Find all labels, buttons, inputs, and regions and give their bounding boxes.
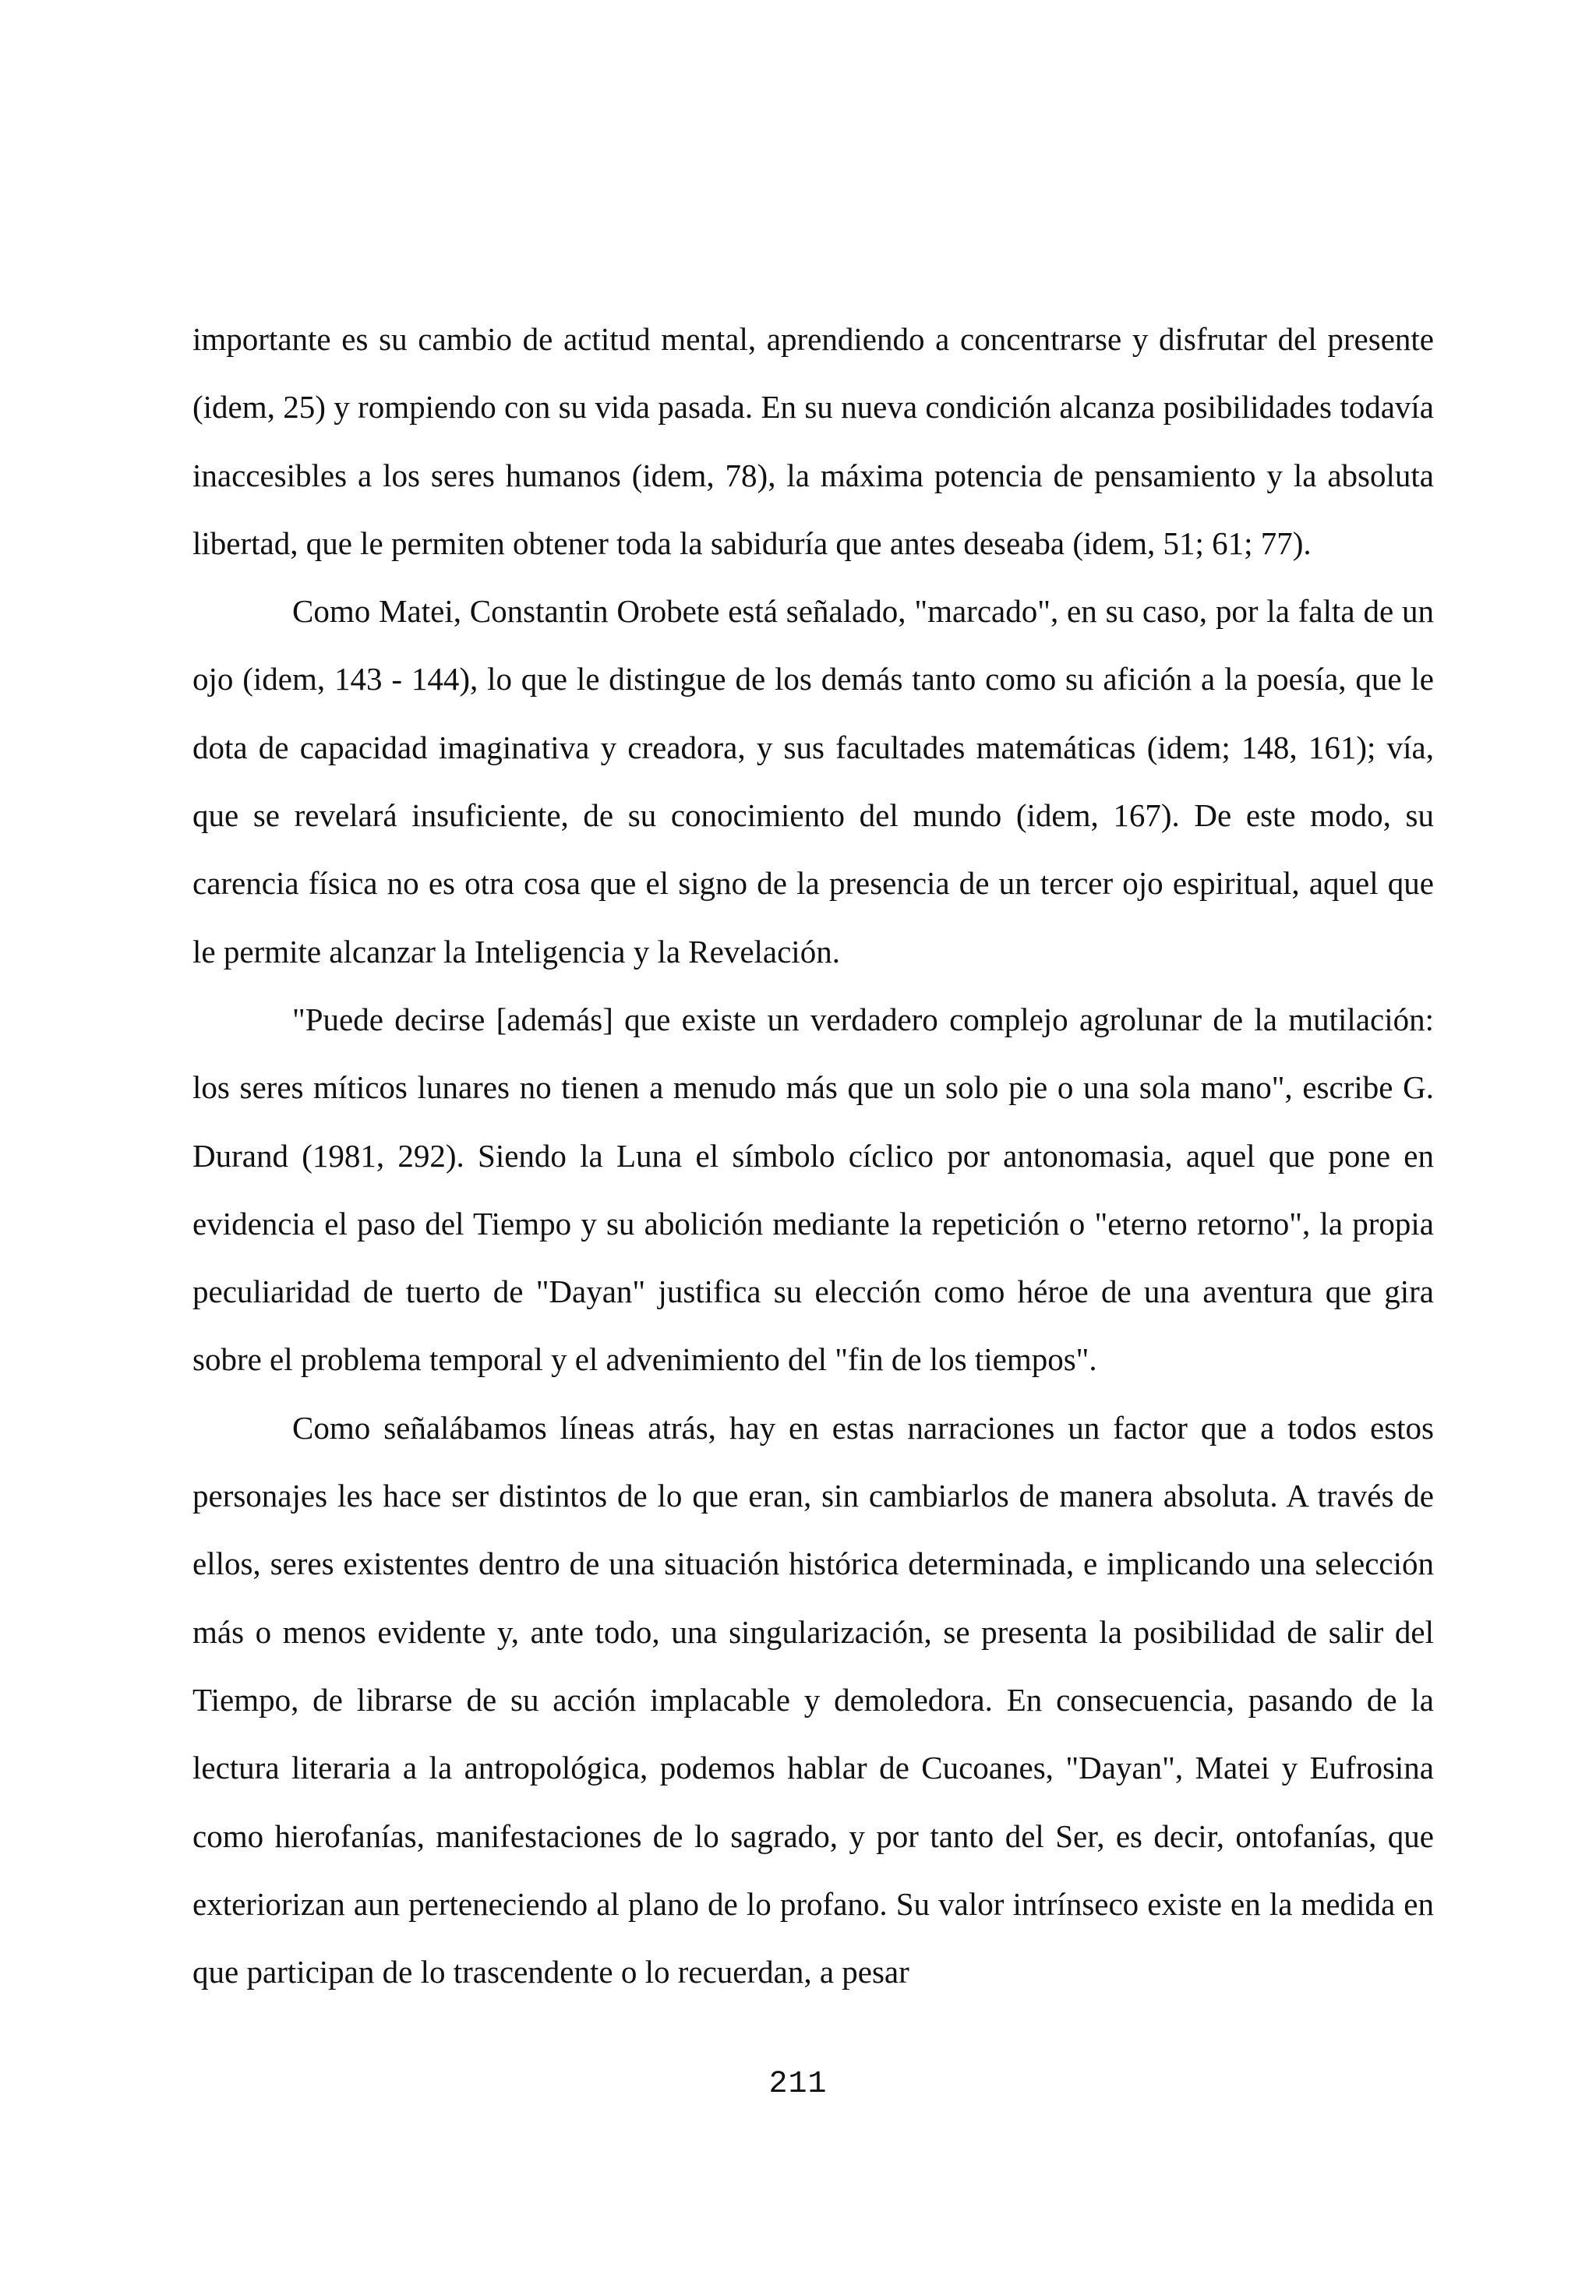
paragraph-orobete: Como Matei, Constantin Orobete está señalado, "marcado", en su caso, por la falta de un ojo (idem, 143 - 144), lo que le distingue de los demás tanto como su afición a la poesía, que le dota de capacidad imaginativa y creadora, y sus facultades matemáticas (idem; 148, 161); vía, que se revelará insuficiente, de su conocimiento del mundo (idem, 167). De este modo, su carencia física no es otra cosa que el signo de la presencia de un tercer ojo espiritual, aquel que le permite alcanzar la Inteligencia y la Revelación. (192, 593, 1434, 970)
body-text (192, 306, 1434, 2006)
page-number: 211 (768, 2067, 828, 2102)
paragraph-durand-quote: "Puede decirse [además] que existe un verdadero complejo agrolunar de la mutilación: los seres míticos lunares no tienen a menudo más que un solo pie o una sola mano", escribe G. Durand (1981, 292). Siendo la Luna el símbolo cíclico por antonomasia, aquel que pone en evidencia el paso del Tiempo y su abolición mediante la repetición o "eterno retorno", la propia peculiaridad de tuerto de "Dayan" justifica su elección como héroe de una aventura que gira sobre el problema temporal y el advenimiento del "fin de los tiempos". (192, 1001, 1434, 1378)
paragraph-continuation: importante es su cambio de actitud mental, aprendiendo a concentrarse y disfrutar del presente (idem, 25) y rompiendo con su vida pasada. En su nueva condición alcanza posibilidades todavía inaccesibles a los seres humanos (idem, 78), la máxima potencia de pensamiento y la absoluta libertad, que le permiten obtener toda la sabiduría que antes deseaba (idem, 51; 61; 77). (192, 321, 1434, 561)
paragraph-hierofanias: Como señalábamos líneas atrás, hay en estas narraciones un factor que a todos estos personajes les hace ser distintos de lo que eran, sin cambiarlos de manera absoluta. A través de ellos, seres existentes dentro de una situación histórica determinada, e implicando una selección más o menos evidente y, ante todo, una singularización, se presenta la posibilidad de salir del Tiempo, de librarse de su acción implacable y demoledora. En consecuencia, pasando de la lectura literaria a la antropológica, podemos hablar de Cucoanes, "Dayan", Matei y Eufrosina como hierofanías, manifestaciones de lo sagrado, y por tanto del Ser, es decir, ontofanías, que exteriorizan aun perteneciendo al plano de lo profano. Su valor intrínseco existe en la medida en que participan de lo trascendente o lo recuerdan, a pesar (192, 1409, 1434, 1990)
